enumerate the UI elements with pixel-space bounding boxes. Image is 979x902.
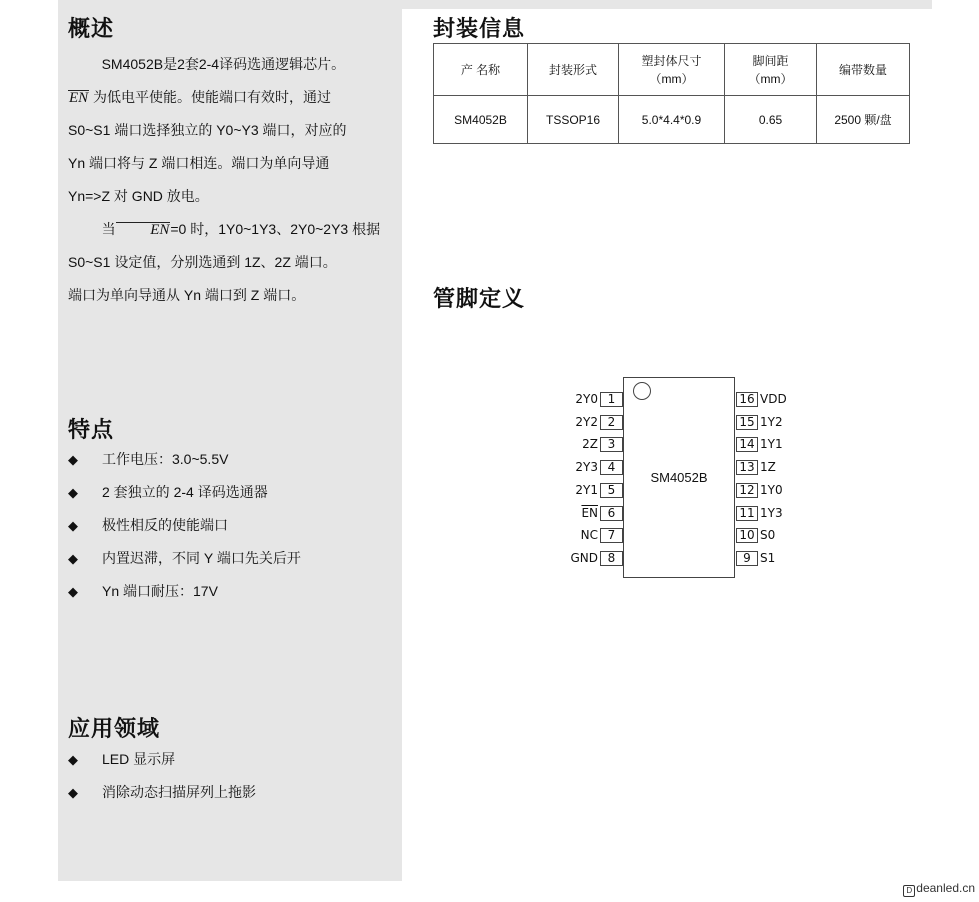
overview-line bbox=[68, 114, 393, 147]
features-title: 特点 bbox=[68, 418, 115, 443]
diamond-bullet-icon: ◆ bbox=[68, 485, 78, 500]
pin1-notch bbox=[633, 382, 651, 400]
header-cell bbox=[817, 44, 910, 96]
overview-line bbox=[68, 213, 393, 246]
pin-number: 5 bbox=[600, 483, 623, 498]
list-item-text: 工作电压：3.0~5.5V bbox=[102, 451, 229, 467]
pin-number: 13 bbox=[736, 460, 758, 475]
watermark-text: deanled.cn bbox=[916, 881, 975, 895]
pin-number: 8 bbox=[600, 551, 623, 566]
overview-text: 端口为单向导通从 Yn 端口到 Z 端口。 bbox=[68, 287, 306, 303]
header-cell bbox=[619, 44, 725, 96]
table-row bbox=[434, 96, 910, 144]
pin-label: S1 bbox=[760, 551, 776, 565]
header-unit: （mm） bbox=[649, 71, 694, 86]
logo-icon: D bbox=[903, 885, 915, 897]
list-item-text: 2 套独立的 2-4 译码选通器 bbox=[102, 484, 268, 500]
applications-list bbox=[68, 743, 256, 809]
diamond-bullet-icon: ◆ bbox=[68, 551, 78, 566]
header-unit: （mm） bbox=[748, 71, 793, 86]
chip-name: SM4052B bbox=[650, 470, 708, 485]
list-item-text: 消除动态扫描屏列上拖影 bbox=[102, 784, 256, 800]
list-item bbox=[68, 476, 301, 509]
overview-line bbox=[68, 279, 393, 312]
table-cell: TSSOP16 bbox=[528, 96, 619, 144]
overview-line bbox=[68, 147, 393, 180]
pin-label: 1Y3 bbox=[760, 506, 783, 520]
pin-label: VDD bbox=[760, 392, 787, 406]
pin-number: 11 bbox=[736, 506, 758, 521]
overview-line bbox=[68, 246, 393, 279]
overview-line bbox=[68, 180, 393, 213]
pin-label: 1Y1 bbox=[760, 437, 783, 451]
pin-number: 2 bbox=[600, 415, 623, 430]
pin-number: 10 bbox=[736, 528, 758, 543]
package-table-header bbox=[434, 44, 910, 96]
top-bar bbox=[402, 0, 932, 9]
pin-number: 6 bbox=[600, 506, 623, 521]
list-item bbox=[68, 542, 301, 575]
overview-text: 为低电平使能。使能端口有效时，通过 bbox=[89, 89, 332, 105]
en-overbar-label: EN bbox=[116, 222, 171, 238]
overview-text: S0~S1 端口选择独立的 Y0~Y3 端口，对应的 bbox=[68, 122, 347, 138]
table-cell: 0.65 bbox=[725, 96, 817, 144]
pin-label: 2Y1 bbox=[575, 483, 598, 497]
list-item-text: 内置迟滞，不同 Y 端口先关后开 bbox=[102, 550, 301, 566]
header-text: 脚间距 bbox=[752, 53, 789, 68]
list-item bbox=[68, 776, 256, 809]
overview-paragraph bbox=[68, 48, 393, 312]
list-item-text: 极性相反的使能端口 bbox=[102, 517, 228, 533]
pin-label: 2Y0 bbox=[575, 392, 598, 406]
overview-title: 概述 bbox=[68, 17, 115, 42]
pin-number: 16 bbox=[736, 392, 758, 407]
pin-number: 14 bbox=[736, 437, 758, 452]
pin-label: 1Z bbox=[760, 460, 776, 474]
header-cell bbox=[528, 44, 619, 96]
diamond-bullet-icon: ◆ bbox=[68, 452, 78, 467]
diamond-bullet-icon: ◆ bbox=[68, 584, 78, 599]
package-title: 封装信息 bbox=[433, 17, 526, 42]
pin-label: $\overline{EN}$ bbox=[581, 506, 598, 520]
list-item bbox=[68, 575, 301, 608]
pin-label: S0 bbox=[760, 528, 776, 542]
header-text: 塑封体尺寸 bbox=[641, 53, 702, 68]
list-item bbox=[68, 743, 256, 776]
header-text: 封装形式 bbox=[548, 63, 597, 77]
pin-number: 4 bbox=[600, 460, 623, 475]
overview-text: SM4052B是2套2-4译码选通逻辑芯片。 bbox=[101, 56, 346, 72]
pin-number: 7 bbox=[600, 528, 623, 543]
pin-label: 2Y3 bbox=[575, 460, 598, 474]
overview-text: Yn 端口将与 Z 端口相连。端口为单向导通 bbox=[68, 155, 330, 171]
pin-label: NC bbox=[580, 528, 598, 542]
pin-label: 1Y0 bbox=[760, 483, 783, 497]
list-item-text: Yn 端口耐压：17V bbox=[102, 583, 218, 599]
overview-line bbox=[68, 48, 393, 81]
pin-label: 2Y2 bbox=[575, 415, 598, 429]
pin-number: 15 bbox=[736, 415, 758, 430]
diamond-bullet-icon: ◆ bbox=[68, 518, 78, 533]
pin-number: 9 bbox=[736, 551, 758, 566]
watermark bbox=[903, 881, 975, 897]
list-item bbox=[68, 443, 301, 476]
overview-text: =0 时，1Y0~1Y3、2Y0~2Y3 根据 bbox=[170, 221, 381, 237]
list-item-text: LED 显示屏 bbox=[102, 751, 176, 767]
table-cell: SM4052B bbox=[434, 96, 528, 144]
pin-number: 1 bbox=[600, 392, 623, 407]
header-text: 产 名称 bbox=[460, 63, 501, 77]
overview-text: Yn=>Z 对 GND 放电。 bbox=[68, 188, 209, 204]
table-cell: 2500 颗/盘 bbox=[817, 96, 910, 144]
pin-number: 3 bbox=[600, 437, 623, 452]
list-item bbox=[68, 509, 301, 542]
applications-title: 应用领域 bbox=[68, 717, 161, 742]
header-cell bbox=[725, 44, 817, 96]
overview-text: 当 bbox=[101, 221, 116, 237]
pin-number: 12 bbox=[736, 483, 758, 498]
features-list bbox=[68, 443, 301, 608]
overview-text: S0~S1 设定值，分别选通到 1Z、2Z 端口。 bbox=[68, 254, 337, 270]
package-table bbox=[433, 43, 910, 144]
pin-label: GND bbox=[570, 551, 598, 565]
diamond-bullet-icon: ◆ bbox=[68, 785, 78, 800]
pin-label: 1Y2 bbox=[760, 415, 783, 429]
header-cell bbox=[434, 44, 528, 96]
table-cell: 5.0*4.4*0.9 bbox=[619, 96, 725, 144]
header-text: 编带数量 bbox=[838, 63, 887, 77]
overview-line bbox=[68, 81, 393, 114]
pinout-title: 管脚定义 bbox=[433, 287, 526, 312]
diamond-bullet-icon: ◆ bbox=[68, 752, 78, 767]
pin-label: 2Z bbox=[582, 437, 598, 451]
en-overbar-label: EN bbox=[69, 90, 89, 106]
